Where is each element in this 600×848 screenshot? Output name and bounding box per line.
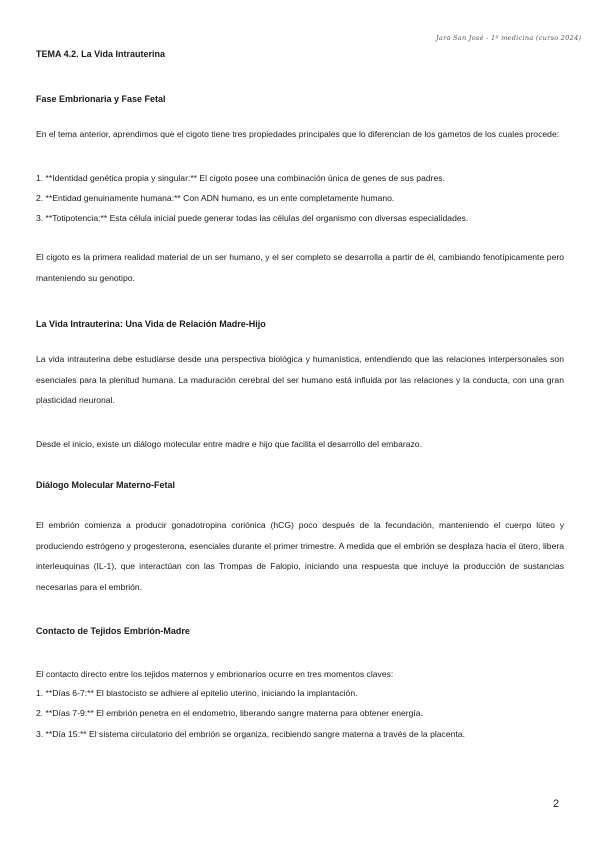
header-note: Jara San José - 1º medicina (curso 2024) [436, 34, 582, 42]
paragraph: En el tema anterior, aprendimos que el cigoto tiene tres propiedades principales que lo diferencian de los gametos de los cuales procede: [36, 129, 560, 139]
paragraph: El contacto directo entre los tejidos maternos y embrionarios ocurre en tres momentos claves: [36, 669, 394, 679]
paragraph: La vida intrauterina debe estudiarse desde una perspectiva biológica y humanística, entendiendo que las relaciones interpersonales son esenciales para la plenitud humana. La maduración cerebral del ser humano está influida por las relaciones y la conducta, con una gran plasticidad neuronal. [36, 354, 564, 405]
section-heading: Diálogo Molecular Materno-Fetal [36, 480, 176, 490]
list-item: 3. **Totipotencia:** Esta célula inicial puede generar todas las células del organismo con diversas especialidades. [36, 213, 469, 223]
paragraph: El cigoto es la primera realidad material de un ser humano, y el ser completo se desarrolla a partir de él, cambiando fenotípicamente pero manteniendo su genotipo. [36, 252, 564, 283]
list-item: 1. **Identidad genética propia y singular:** El cigoto posee una combinación única de genes de sus padres. [36, 173, 445, 183]
list-item: 3. **Día 15:** El sistema circulatorio del embrión se organiza, recibiendo sangre materna a través de la placenta. [36, 729, 465, 739]
page-number: 2 [553, 798, 560, 810]
section-heading: La Vida Intrauterina: Una Vida de Relación Madre-Hijo [36, 319, 266, 329]
paragraph: El embrión comienza a producir gonadotropina coriónica (hCG) poco después de la fecundación, manteniendo el cuerpo lúteo y produciendo estrógeno y progesterona, esenciales durante el primer trimestre. A medida que el embrión se desplaza hacia el útero, libera interleuquinas (IL-1), que interactúan con las Trompas de Falopio, iniciando una respuesta que incluye la producción de sustancias necesarias para el embrión. [36, 520, 564, 592]
section-heading: Fase Embrionaria y Fase Fetal [36, 94, 166, 104]
list-item: 2. **Entidad genuinamente humana:** Con ADN humano, es un ente completamente humano. [36, 193, 395, 203]
paragraph: Desde el inicio, existe un diálogo molecular entre madre e hijo que facilita el desarrollo del embarazo. [36, 439, 422, 449]
page-title: TEMA 4.2. La Vida Intrauterina [36, 49, 166, 59]
list-item: 1. **Días 6-7:** El blastocisto se adhiere al epitelio uterino, iniciando la implantación. [36, 688, 358, 698]
section-heading: Contacto de Tejidos Embrión-Madre [36, 626, 190, 636]
list-item: 2. **Días 7-9:** El embrión penetra en el endometrio, liberando sangre materna para obtener energía. [36, 708, 423, 718]
